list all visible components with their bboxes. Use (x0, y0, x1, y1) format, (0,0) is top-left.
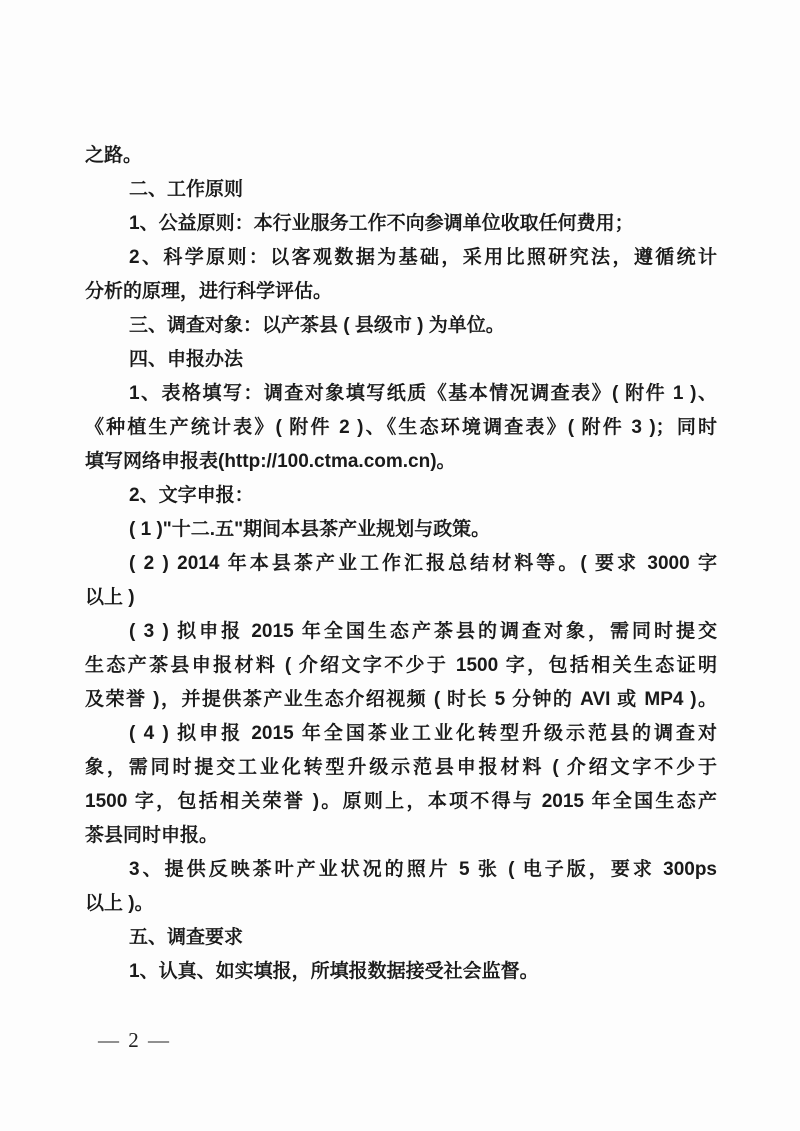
text-line: 三、调查对象：以产茶县 ( 县级市 ) 为单位。 (129, 315, 505, 336)
text-line: 之路。 (85, 145, 143, 166)
text-line: 象，需同时提交工业化转型升级示范县申报材料 ( 介绍文字不少于 (85, 757, 717, 778)
text-line: 2、文字申报： (129, 485, 254, 506)
text-line: 生态产茶县申报材料 ( 介绍文字不少于 1500 字，包括相关生态证明 (85, 655, 717, 676)
document-body (85, 139, 717, 989)
text-line: 1、公益原则：本行业服务工作不向参调单位收取任何费用； (129, 213, 634, 234)
page-number: — 2 — (98, 1028, 171, 1052)
text-line: ( 3 ) 拟申报 2015 年全国生态产茶县的调查对象，需同时提交 (129, 621, 717, 642)
text-line: 1500 字，包括相关荣誉 )。原则上，本项不得与 2015 年全国生态产 (85, 791, 717, 812)
text-line: 1、表格填写：调查对象填写纸质《基本情况调查表》( 附件 1 )、 (129, 383, 717, 404)
text-line: ( 2 ) 2014 年本县茶产业工作汇报总结材料等。( 要求 3000 字 (129, 553, 717, 574)
text-line: 五、调查要求 (129, 927, 244, 948)
text-line: 以上 )。 (85, 893, 154, 914)
text-line: 四、申报办法 (129, 349, 244, 370)
text-line: ( 1 )"十二.五"期间本县茶产业规划与政策。 (129, 519, 491, 540)
text-line: 1、认真、如实填报，所填报数据接受社会监督。 (129, 961, 539, 982)
text-line: 填写网络申报表(http://100.ctma.com.cn)。 (85, 451, 456, 472)
text-line: 二、工作原则 (129, 179, 244, 200)
text-line: 及荣誉 )，并提供茶产业生态介绍视频 ( 时长 5 分钟的 AVI 或 MP4 )。 (85, 689, 717, 710)
text-line: 茶县同时申报。 (85, 825, 219, 846)
text-line: ( 4 ) 拟申报 2015 年全国茶业工业化转型升级示范县的调查对 (129, 723, 717, 744)
text-line: 分析的原理，进行科学评估。 (85, 281, 333, 302)
text-line: 《种植生产统计表》( 附件 2 )、《生态环境调查表》( 附件 3 )；同时 (85, 417, 717, 438)
text-line: 3、提供反映茶叶产业状况的照片 5 张 ( 电子版，要求 300ps (129, 859, 717, 880)
text-line: 2、科学原则：以客观数据为基础，采用比照研究法，遵循统计 (129, 247, 717, 268)
text-line: 以上 ) (85, 587, 135, 608)
